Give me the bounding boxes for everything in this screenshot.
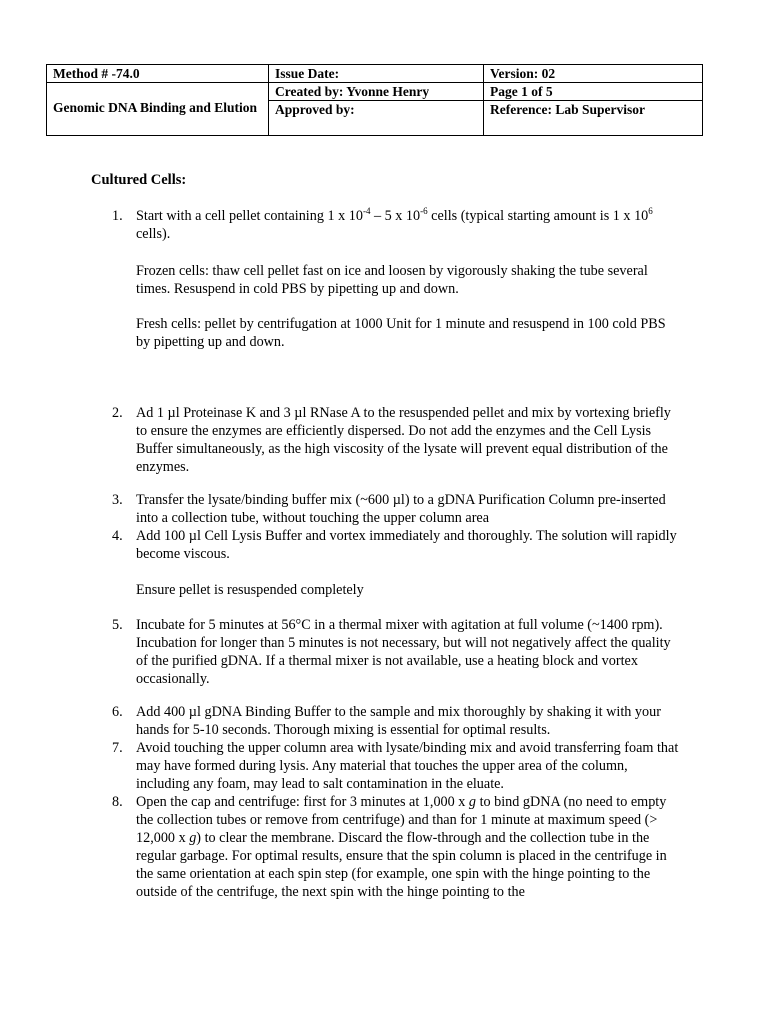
approved-by: Approved by: (269, 101, 484, 136)
step-8 (112, 793, 681, 901)
step-text: Avoid touching the upper column area with lysate/binding mix and avoid transferring foam that may have formed during lysis. Any material that touches the upper area of the column, including any foam, may lead to salt contamination in the eluate. (136, 740, 679, 792)
step-number: 6. (112, 704, 123, 720)
step-6 (112, 703, 681, 739)
step-text: Ad 1 µl Proteinase K and 3 µl RNase A to the resuspended pellet and mix by vortexing briefly to ensure the enzymes are efficiently dispersed. Do not add the enzymes and the Cell Lysis Buffer simultaneously, as the high viscosity of the lysate will prevent equal distribution of the enzymes. (136, 405, 671, 475)
step-number: 4. (112, 528, 123, 544)
step-5 (112, 616, 681, 688)
step-text: Start with a cell pellet containing 1 x $10^{-4} - 5$ x $10^{-6}$ cells (typical starting amount is 1 x $10^6$ cells). (136, 206, 653, 242)
step-text: Incubate for 5 minutes at 56°C in a thermal mixer with agitation at full volume (~1400 rpm). Incubation for longer than 5 minutes is not necessary, but will not negatively affect the quality of the purified gDNA. If a thermal mixer is not available, use a heating block and vortex occasionally. (136, 617, 671, 687)
step-text: Open the cap and centrifuge: first for 3 minutes at 1,000 x g to bind gDNA (no need to empty the collection tubes or remove from centrifuge) and than for 1 minute at maximum speed (> 12,000 x g) to clear the membrane. Discard the flow-through and the collection tube in the regular garbage. For optimal results, ensure that the spin column is placed in the centrifuge in the same orientation at each spin step (for example, one spin with the hinge pointing to the outside of the centrifuge, the next spin with the hinge pointing to the (136, 794, 667, 900)
method-number: Method # -74.0 (47, 65, 269, 83)
step-text: Transfer the lysate/binding buffer mix (~600 µl) to a gDNA Purification Column pre-inserted into a collection tube, without touching the upper column area (136, 492, 666, 526)
header-table (46, 64, 703, 136)
note-fresh-cells: Fresh cells: pellet by centrifugation at 1000 Unit for 1 minute and resuspend in 100 cold PBS by pipetting up and down. (136, 316, 666, 350)
step-number: 8. (112, 794, 123, 810)
page-number: Page 1 of 5 (484, 83, 703, 101)
step-1 (112, 206, 681, 243)
step-number: 7. (112, 740, 123, 756)
step-number: 2. (112, 405, 123, 421)
issue-date: Issue Date: (269, 65, 484, 83)
step-number: 1. (112, 208, 123, 224)
step-7 (112, 739, 681, 793)
reference: Reference: Lab Supervisor (484, 101, 703, 136)
note-frozen-cells: Frozen cells: thaw cell pellet fast on ice and loosen by vigorously shaking the tube several times. Resuspend in cold PBS by pipetting up and down. (136, 263, 648, 297)
created-by: Created by: Yvonne Henry (269, 83, 484, 101)
section-title: Cultured Cells: (91, 172, 187, 188)
note-ensure-resuspended: Ensure pellet is resuspended completely (136, 582, 364, 598)
step-text: Add 100 µl Cell Lysis Buffer and vortex immediately and thoroughly. The solution will rapidly become viscous. (136, 528, 677, 562)
step-number: 5. (112, 617, 123, 633)
step-number: 3. (112, 492, 123, 508)
document-title: Genomic DNA Binding and Elution (47, 83, 269, 136)
step-4 (112, 527, 681, 563)
step-text: Add 400 µl gDNA Binding Buffer to the sample and mix thoroughly by shaking it with your hands for 5-10 seconds. Thorough mixing is essential for optimal results. (136, 704, 661, 738)
step-2 (112, 404, 681, 476)
step-3 (112, 491, 681, 527)
version: Version: 02 (484, 65, 703, 83)
